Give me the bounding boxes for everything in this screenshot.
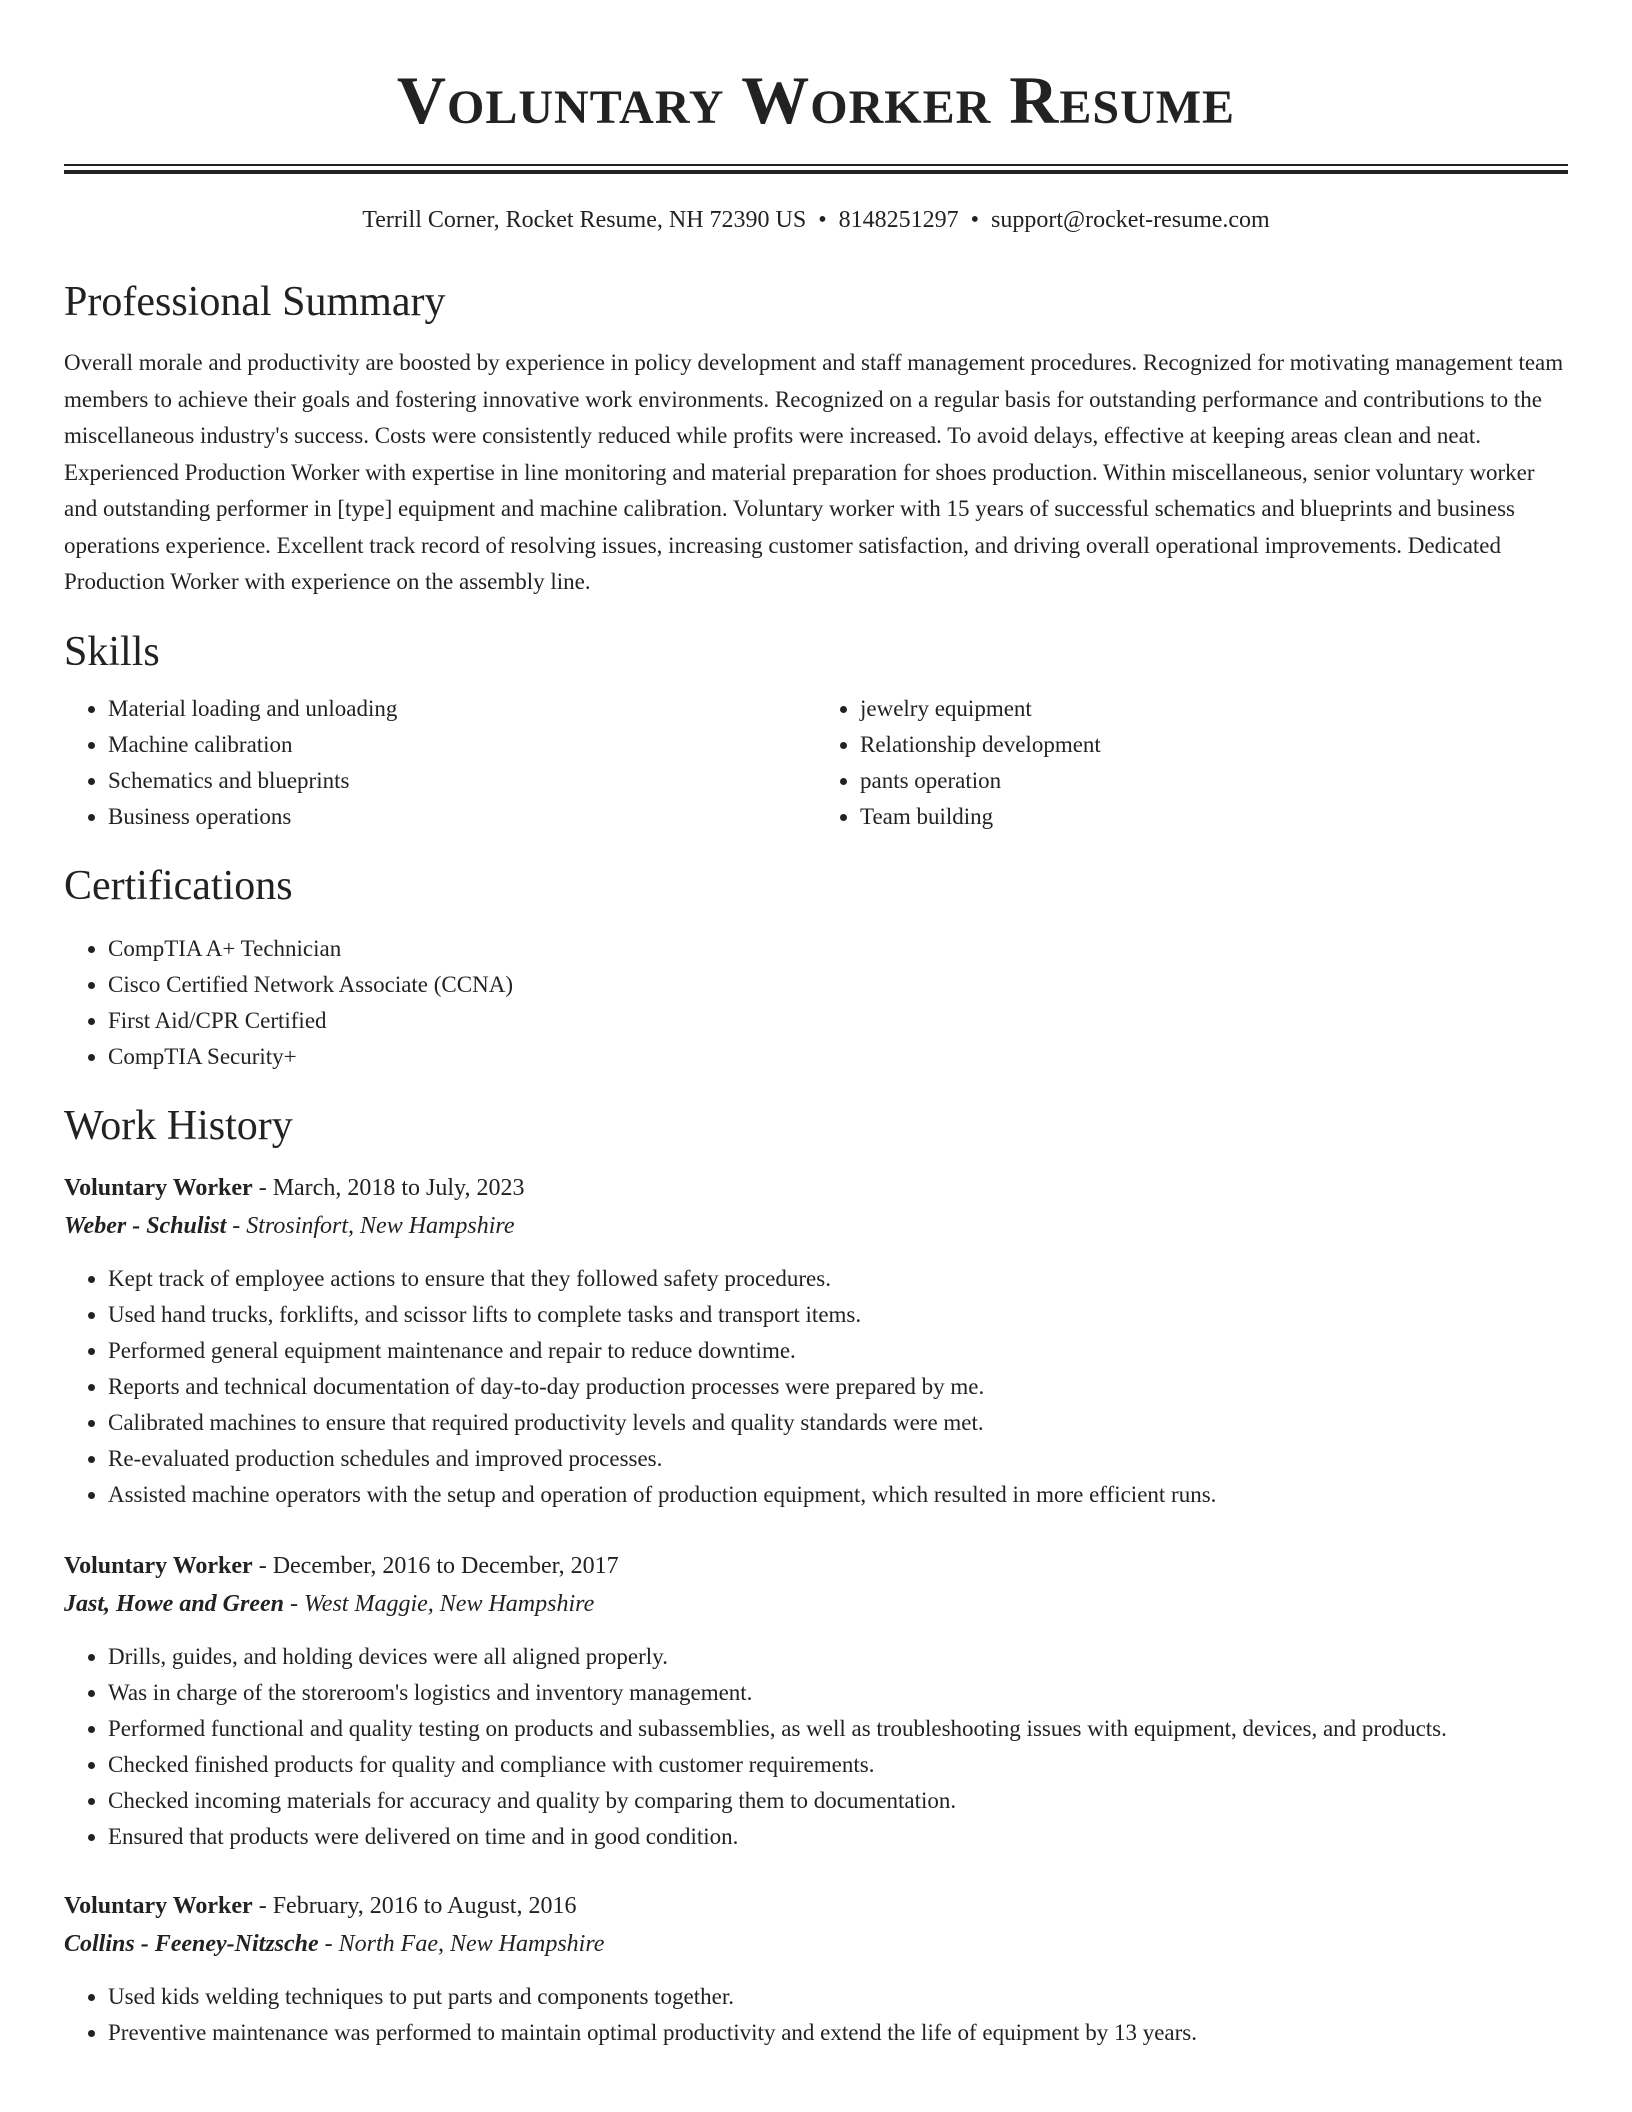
skill-item: • Material loading and unloading xyxy=(108,691,816,727)
skills-left-list xyxy=(64,691,816,835)
certification-item: • CompTIA A+ Technician xyxy=(108,931,1568,967)
job-dates: February, 2016 to August, 2016 xyxy=(272,1892,577,1919)
job-entry xyxy=(64,1547,1568,1855)
job-bullet: • Reports and technical documentation of day-to-day production processes were prepared by me. xyxy=(108,1369,1568,1405)
job-dates: December, 2016 to December, 2017 xyxy=(272,1552,619,1579)
certification-item: • First Aid/CPR Certified xyxy=(108,1003,1568,1039)
skill-item: • Schematics and blueprints xyxy=(108,763,816,799)
job-entry xyxy=(64,1887,1568,2051)
job-bullet: • Checked incoming materials for accuracy and quality by comparing them to documentation. xyxy=(108,1783,1568,1819)
contact-separator: • xyxy=(970,207,980,233)
job-bullet: • Calibrated machines to ensure that required productivity levels and quality standards were met. xyxy=(108,1405,1568,1441)
company-location: Strosinfort, New Hampshire xyxy=(246,1212,515,1239)
job-bullet: • Preventive maintenance was performed to maintain optimal productivity and extend the life of equipment by 13 years. xyxy=(108,2015,1568,2051)
skill-item: • Business operations xyxy=(108,799,816,835)
company-line: Weber - Schulist - Strosinfort, New Hampshire xyxy=(64,1212,515,1239)
skill-item: • Relationship development xyxy=(860,727,1568,763)
certifications-list xyxy=(64,931,1568,1075)
job-bullets xyxy=(64,1639,1568,1855)
skill-item: • pants operation xyxy=(860,763,1568,799)
job-bullets xyxy=(64,1979,1568,2051)
certification-item: • Cisco Certified Network Associate (CCNA) xyxy=(108,967,1568,1003)
job-title-line: Voluntary Worker - February, 2016 to August, 2016 xyxy=(64,1892,577,1919)
company-location: West Maggie, New Hampshire xyxy=(304,1590,595,1617)
job-bullet: • Checked finished products for quality and compliance with customer requirements. xyxy=(108,1747,1568,1783)
job-bullet: • Assisted machine operators with the setup and operation of production equipment, which resulted in more efficient runs. xyxy=(108,1477,1568,1513)
summary-heading: Professional Summary xyxy=(64,279,446,325)
job-title: Voluntary Worker xyxy=(64,1892,253,1919)
company-location: North Fae, New Hampshire xyxy=(338,1930,605,1957)
job-bullet: • Performed general equipment maintenance and repair to reduce downtime. xyxy=(108,1333,1568,1369)
resume-title: Voluntary Worker Resume xyxy=(396,62,1236,138)
certification-item: • CompTIA Security+ xyxy=(108,1039,1568,1075)
company-line: Jast, Howe and Green - West Maggie, New Hampshire xyxy=(64,1590,595,1617)
summary-text: Overall morale and productivity are boosted by experience in policy development and staff management procedures. Recognized for motivating management team members to achieve their goals and fostering innovative work environments. Recognized on a regular basis for outstanding performance and contributions to the miscellaneous industry's success. Costs were consistently reduced while profits were increased. To avoid delays, effective at keeping areas clean and neat. Experienced Production Worker with expertise in line monitoring and material preparation for shoes production. Within miscellaneous, senior voluntary worker and outstanding performer in [type] equipment and machine calibration. Voluntary worker with 15 years of successful schematics and blueprints and business operations experience. Excellent track record of resolving issues, increasing customer satisfaction, and driving overall operational improvements. Dedicated Production Worker with experience on the assembly line. xyxy=(64,350,1564,594)
work-history-heading: Work History xyxy=(64,1102,293,1149)
skill-item: • jewelry equipment xyxy=(860,691,1568,727)
company-line: Collins - Feeney-Nitzsche - North Fae, New Hampshire xyxy=(64,1930,605,1957)
company-name: Jast, Howe and Green xyxy=(64,1590,285,1617)
job-bullet: • Re-evaluated production schedules and improved processes. xyxy=(108,1441,1568,1477)
skill-item: • Machine calibration xyxy=(108,727,816,763)
certifications-heading: Certifications xyxy=(64,862,293,909)
company-name: Collins - Feeney-Nitzsche xyxy=(64,1930,319,1957)
job-bullet: • Used kids welding techniques to put parts and components together. xyxy=(108,1979,1568,2015)
skills-columns xyxy=(64,691,1568,835)
resume-page xyxy=(64,0,1568,2051)
contact-email: support@rocket-resume.com xyxy=(991,207,1270,233)
contact-separator: • xyxy=(818,207,827,233)
title-divider xyxy=(64,164,1568,174)
job-title-line: Voluntary Worker - March, 2018 to July, 2023 xyxy=(64,1174,525,1201)
job-bullet: • Performed functional and quality testing on products and subassemblies, as well as troubleshooting issues with equipment, devices, and products. xyxy=(108,1711,1568,1747)
job-bullet: • Ensured that products were delivered on time and in good condition. xyxy=(108,1819,1568,1855)
skills-right-list xyxy=(816,691,1568,835)
job-bullets xyxy=(64,1261,1568,1513)
job-bullet: • Drills, guides, and holding devices were all aligned properly. xyxy=(108,1639,1568,1675)
job-bullet: • Kept track of employee actions to ensure that they followed safety procedures. xyxy=(108,1261,1568,1297)
job-bullet: • Was in charge of the storeroom's logistics and inventory management. xyxy=(108,1675,1568,1711)
contact-address: Terrill Corner, Rocket Resume, NH 72390 US xyxy=(362,207,807,233)
job-entry xyxy=(64,1169,1568,1513)
contact-phone: 8148251297 xyxy=(838,207,959,233)
company-name: Weber - Schulist xyxy=(64,1212,227,1239)
job-title: Voluntary Worker xyxy=(64,1552,253,1579)
job-bullet: • Used hand trucks, forklifts, and scissor lifts to complete tasks and transport items. xyxy=(108,1297,1568,1333)
skills-heading: Skills xyxy=(64,628,160,675)
contact-line xyxy=(64,205,1568,235)
job-title-line: Voluntary Worker - December, 2016 to December, 2017 xyxy=(64,1552,619,1579)
job-dates: March, 2018 to July, 2023 xyxy=(272,1174,525,1201)
skill-item: • Team building xyxy=(860,799,1568,835)
job-title: Voluntary Worker xyxy=(64,1174,253,1201)
